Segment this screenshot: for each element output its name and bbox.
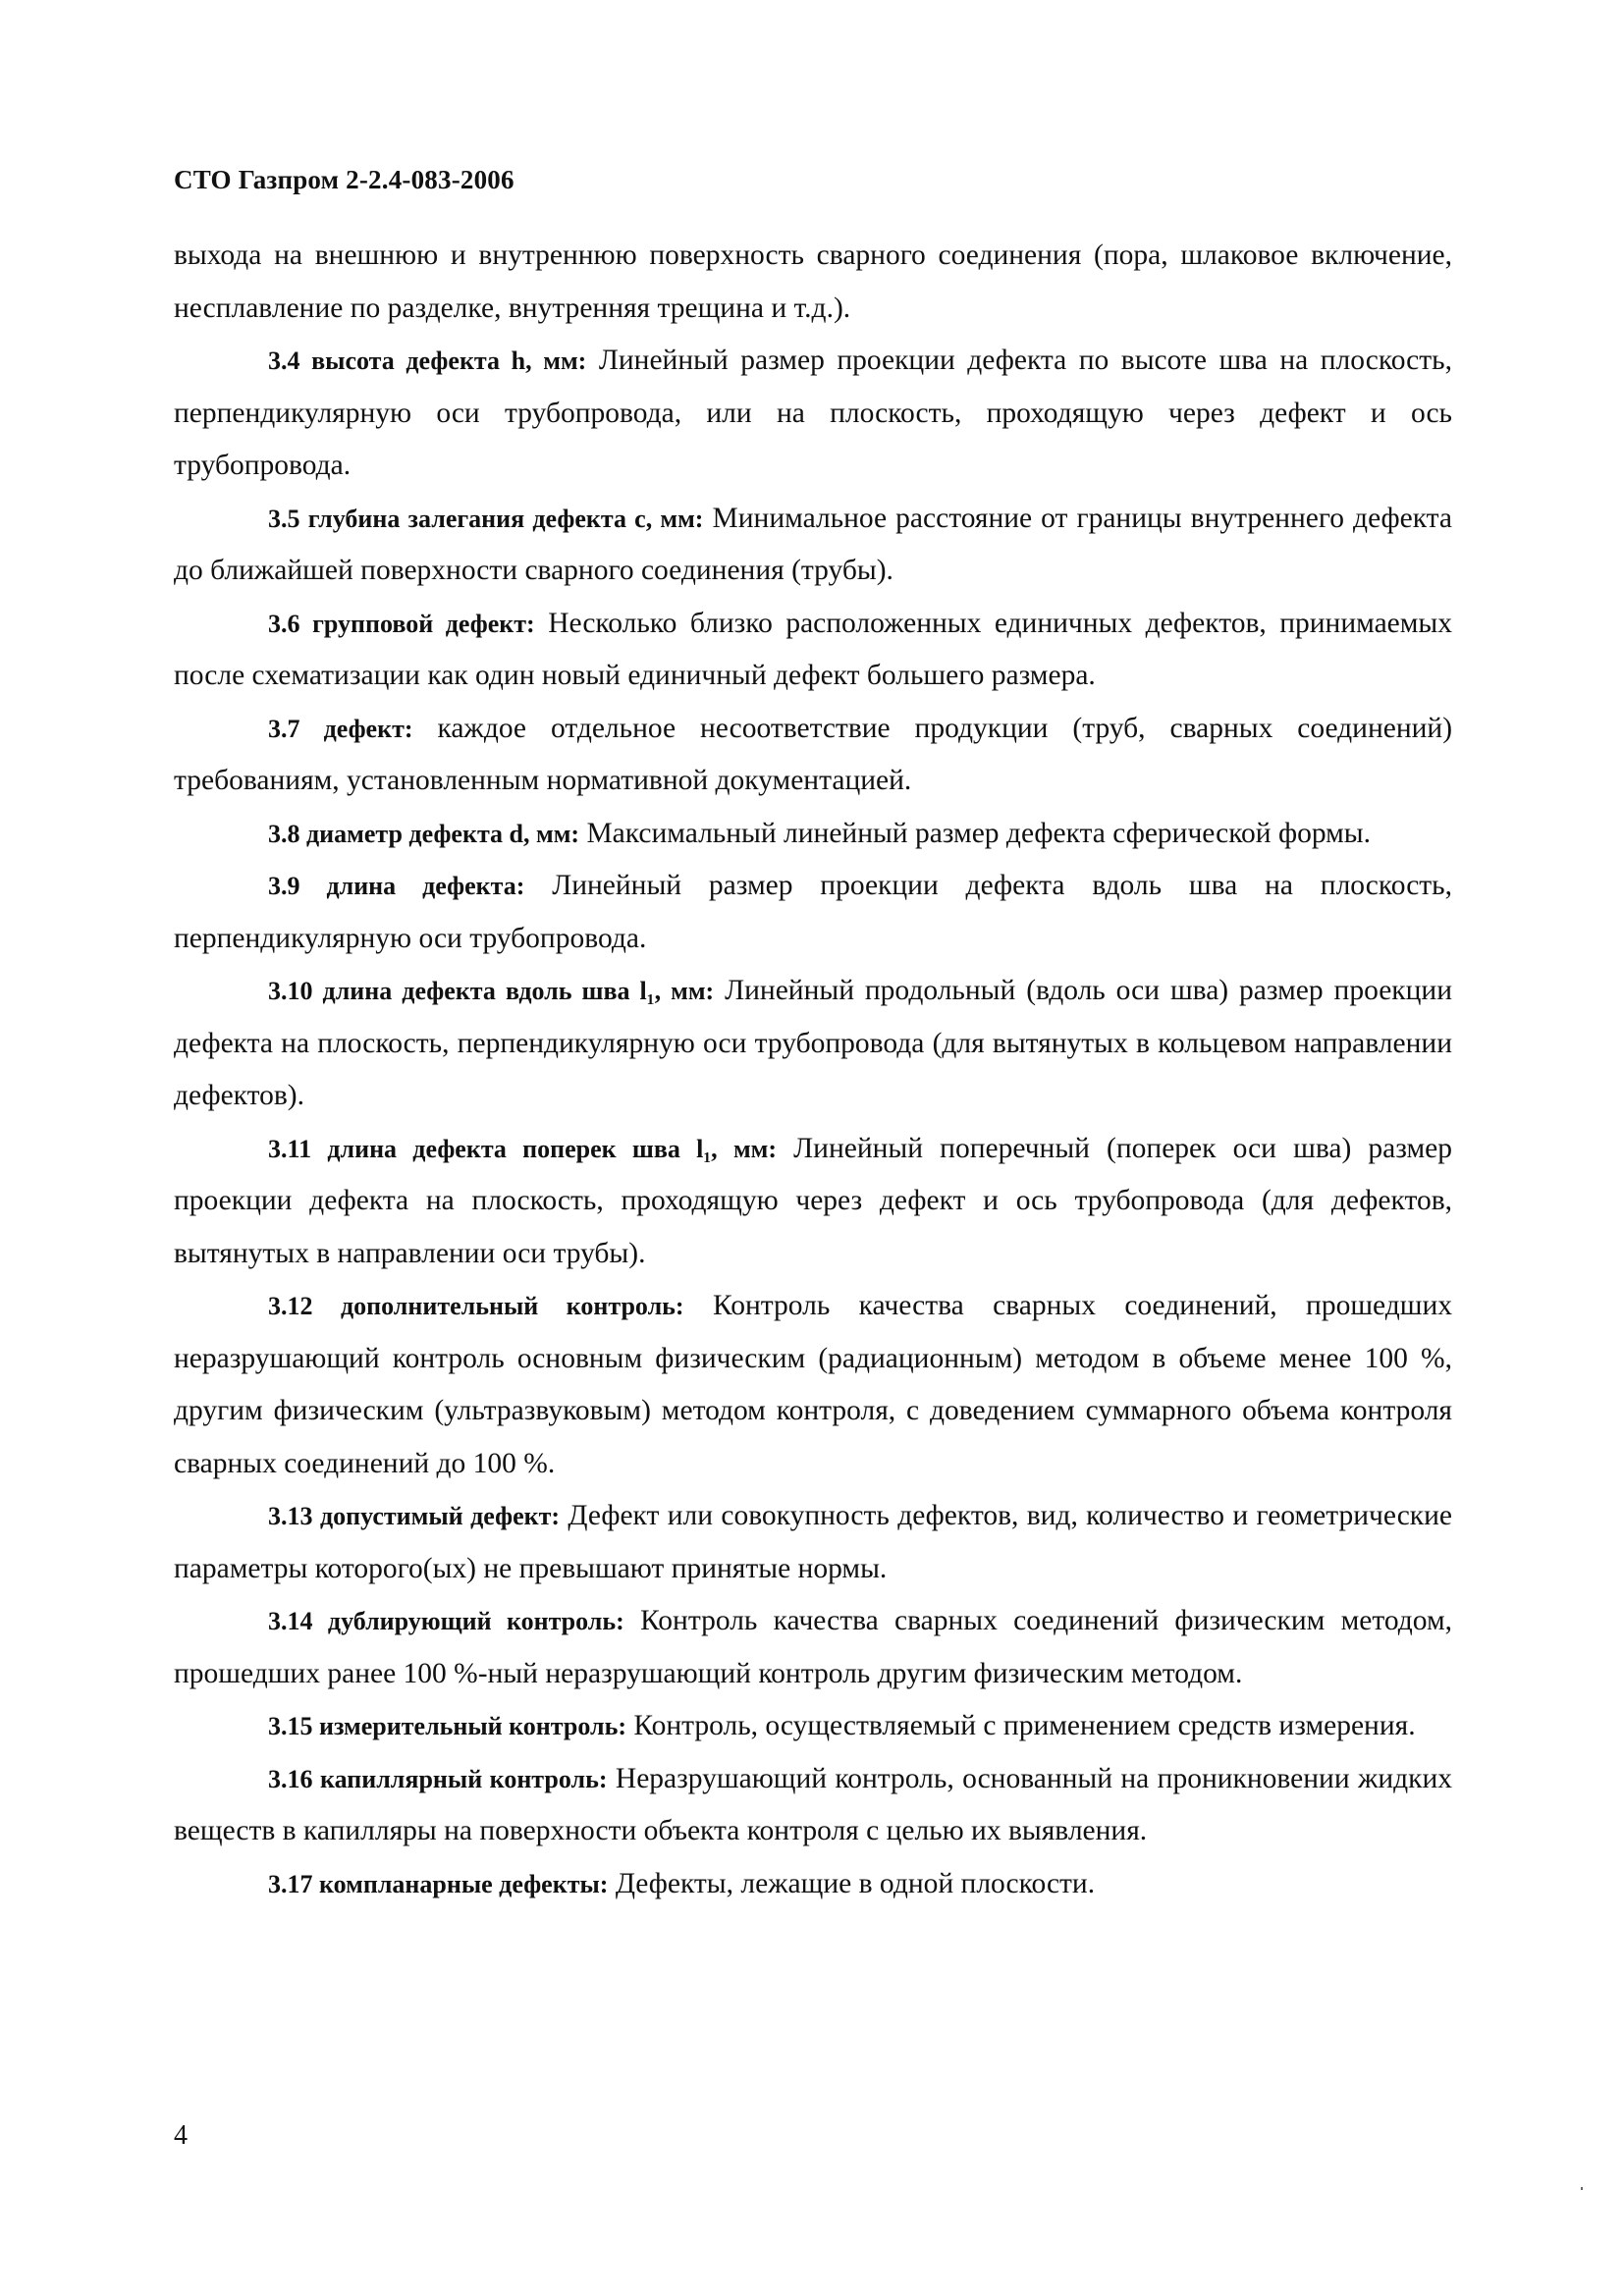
definition-number: 3.16: [268, 1764, 313, 1793]
definition-3-16: [174, 1753, 1452, 1858]
definition-term: глубина залегания дефекта с, мм:: [307, 504, 704, 533]
definition-number: 3.4: [268, 347, 300, 375]
definition-text: Неразрушающий контроль, основанный на проникновении жидких веществ в капилляры на поверхности объекта контроля с целью их выявления.: [174, 1762, 1453, 1846]
definition-text: Дефекты, лежащие в одной плоскости.: [615, 1867, 1096, 1899]
definition-3-13: [174, 1490, 1452, 1595]
definition-term: компланарные дефекты:: [319, 1869, 609, 1898]
definition-number: 3.6: [268, 609, 300, 638]
definition-term: капиллярный контроль:: [320, 1764, 608, 1793]
definition-number: 3.10: [268, 977, 313, 1005]
definition-term: длина дефекта поперек шва l₁, мм:: [327, 1134, 778, 1163]
definition-term: высота дефекта h, мм:: [311, 347, 587, 375]
definition-term: длина дефекта:: [326, 872, 525, 900]
definition-3-10: [174, 965, 1452, 1123]
definition-number: 3.17: [268, 1869, 313, 1898]
definition-text: Линейный размер проекции дефекта вдоль шва на плоскость, перпендикулярную оси трубопровода.: [174, 870, 1453, 954]
definition-3-9: [174, 860, 1452, 965]
definition-text: Дефект или совокупность дефектов, вид, количество и геометрические параметры которого(ых) не превышают принятые нормы.: [174, 1500, 1453, 1584]
definition-text: Контроль качества сварных соединений, прошедших неразрушающий контроль основным физическим (радиационным) методом в объеме менее 100 %, другим физическим (ультразвуковым) методом контроля, с доведением суммарного объема контроля сварных соединений до 100 %.: [174, 1290, 1452, 1479]
definition-text: каждое отдельное несоответствие продукции (труб, сварных соединений) требованиям, установленным нормативной документацией.: [174, 712, 1453, 796]
definition-text: Линейный поперечный (поперек оси шва) размер проекции дефекта на плоскость, проходящую через дефект и ось трубопровода (для дефектов, вытянутых в направлении оси трубы).: [174, 1132, 1453, 1269]
definition-term: допустимый дефект:: [319, 1502, 561, 1530]
definition-3-17: [174, 1858, 1452, 1911]
definition-3-12: [174, 1280, 1452, 1490]
definition-term: дефект:: [323, 714, 413, 743]
definition-3-15: [174, 1700, 1452, 1753]
definition-text: Линейный размер проекции дефекта по высоте шва на плоскость, перпендикулярную оси трубопровода, или на плоскость, проходящую через дефект и ось трубопровода.: [174, 345, 1452, 481]
definition-term: диаметр дефекта d, мм:: [306, 819, 580, 848]
definition-3-11: [174, 1123, 1452, 1281]
page-number: 4: [174, 2120, 188, 2151]
definition-number: 3.14: [268, 1607, 313, 1635]
definition-text: Линейный продольный (вдоль оси шва) размер проекции дефекта на плоскость, перпендикулярную оси трубопровода (для вытянутых в кольцевом направлении дефектов).: [174, 975, 1452, 1111]
scan-speck: [1581, 2187, 1583, 2190]
definition-number: 3.11: [268, 1134, 312, 1163]
definition-term: измерительный контроль:: [319, 1712, 626, 1740]
definition-number: 3.15: [268, 1712, 313, 1740]
definition-number: 3.5: [268, 504, 300, 533]
definition-term: дублирующий контроль:: [327, 1607, 624, 1635]
definition-3-5: [174, 493, 1452, 598]
definition-3-8: [174, 808, 1452, 861]
definition-number: 3.8: [268, 819, 300, 848]
definition-text: Несколько близко расположенных единичных дефектов, принимаемых после схематизации как один новый единичный дефект большего размера.: [174, 607, 1453, 691]
definition-term: групповой дефект:: [312, 609, 535, 638]
definition-text: Минимальное расстояние от границы внутреннего дефекта до ближайшей поверхности сварного соединения (трубы).: [174, 502, 1453, 586]
definition-number: 3.13: [268, 1502, 313, 1530]
document-header: СТО Газпром 2-2.4-083-2006: [174, 165, 514, 194]
definition-text: Максимальный линейный размер дефекта сферической формы.: [586, 817, 1371, 849]
definition-3-14: [174, 1595, 1452, 1700]
definition-3-4: [174, 335, 1452, 493]
definition-number: 3.9: [268, 872, 300, 900]
definition-number: 3.7: [268, 714, 300, 743]
definition-text: Контроль, осуществляемый с применением средств измерения.: [633, 1710, 1416, 1741]
definition-term: дополнительный контроль:: [341, 1292, 684, 1320]
document-body: [174, 230, 1452, 1910]
continuation-paragraph: выхода на внешнюю и внутреннюю поверхность сварного соединения (пора, шлаковое включение, несплавление по разделке, внутренняя трещина и т.д.).: [174, 240, 1452, 324]
definition-text: Контроль качества сварных соединений физическим методом, прошедших ранее 100 %-ный неразрушающий контроль другим физическим методом.: [174, 1605, 1453, 1689]
definition-3-7: [174, 703, 1452, 808]
definition-3-6: [174, 598, 1452, 703]
definition-term: длина дефекта вдоль шва l₁, мм:: [322, 977, 715, 1005]
definition-number: 3.12: [268, 1292, 313, 1320]
